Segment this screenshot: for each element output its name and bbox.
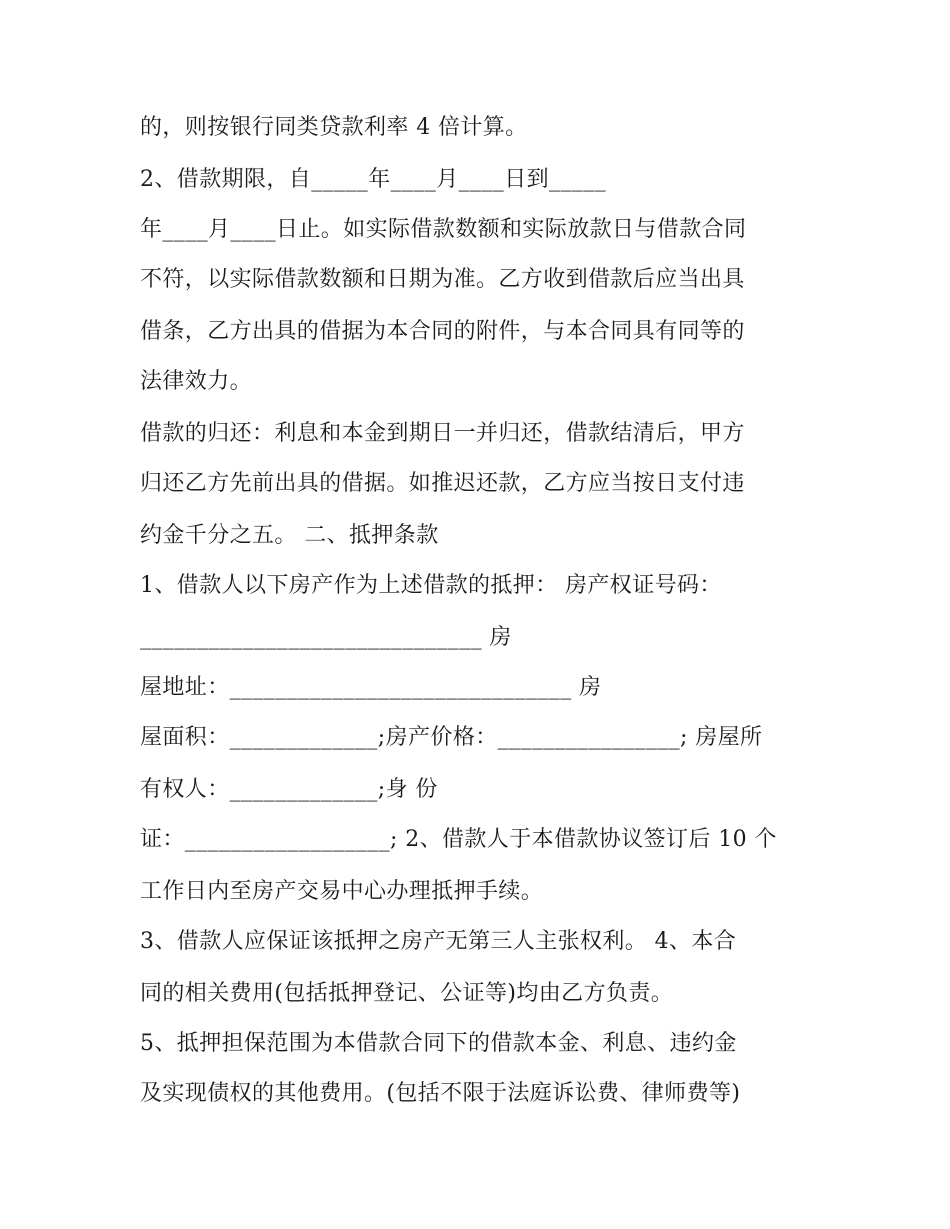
text-line: 同的相关费用(包括抵押登记、公证等)均由乙方负责。 [140,981,674,1006]
text-line: 借款的归还：利息和本金到期日一并归还，借款结清后，甲方 [140,421,745,446]
text-line: 2、借款期限，自_____年____月____日到_____ [140,167,606,192]
text-line: 1、借款人以下房产作为上述借款的抵押： 房产权证号码： [140,573,722,598]
text-line: 约金千分之五。 二、抵押条款 [140,523,439,548]
text-line: 借条，乙方出具的借据为本合同的附件，与本合同具有同等的 [140,319,745,344]
text-line: 屋地址：______________________________ 房 [140,675,602,700]
text-line: 工作日内至房产交易中心办理抵押手续。 [140,879,544,904]
text-line: 有权人：_____________;身 份 [140,777,438,802]
text-line: 5、抵押担保范围为本借款合同下的借款本金、利息、违约金 [140,1031,737,1056]
text-line: 屋面积：_____________;房产价格：________________; 房屋所 [140,725,763,750]
text-line: ______________________________ 房 [140,625,512,650]
text-line: 年____月____日止。如实际借款数额和实际放款日与借款合同 [140,217,747,242]
text-line: 法律效力。 [140,369,253,394]
text-line: 的，则按银行同类贷款利率 4 倍计算。 [140,115,528,140]
text-line: 不符，以实际借款数额和日期为准。乙方收到借款后应当出具 [140,267,745,292]
text-line: 及实现债权的其他费用。(包括不限于法庭诉讼费、律师费等) [140,1081,741,1106]
text-line: 归还乙方先前出具的借据。如推迟还款，乙方应当按日支付违 [140,471,745,496]
text-line: 证：__________________; 2、借款人于本借款协议签订后 10 个 [140,827,777,852]
text-line: 3、借款人应保证该抵押之房产无第三人主张权利。 4、本合 [140,929,737,954]
